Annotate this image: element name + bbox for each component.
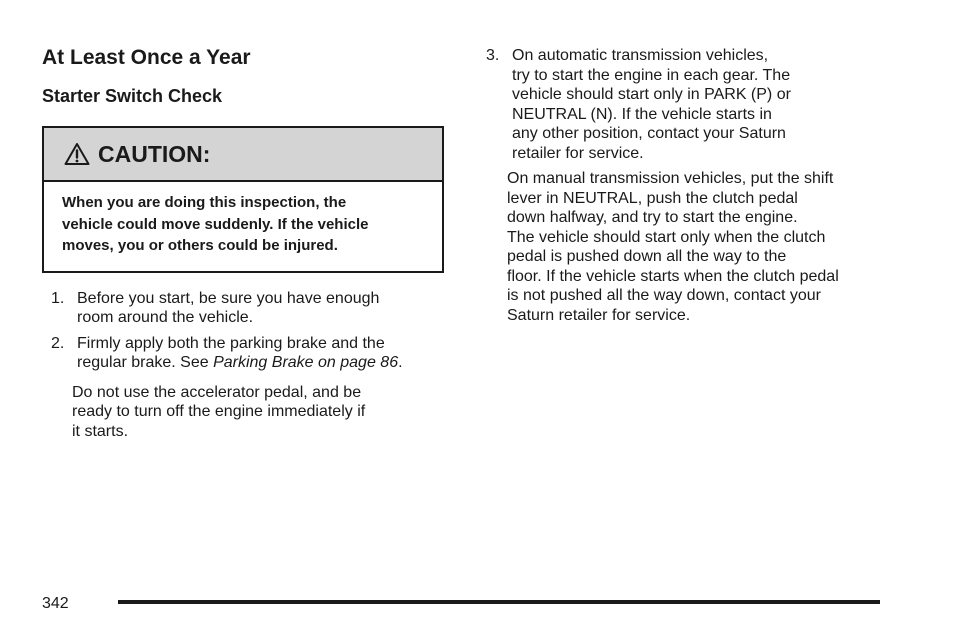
note-line: ready to turn off the engine immediately if <box>72 403 366 420</box>
step-line: retailer for service. <box>512 144 644 162</box>
step-text <box>77 289 444 328</box>
step-3-note <box>486 169 906 325</box>
step-line: Before you start, be sure you have enough <box>77 289 380 307</box>
step-3 <box>486 46 906 163</box>
note-line: pedal is pushed down all the way to the <box>507 248 787 265</box>
step-line: vehicle should start only in PARK (P) or <box>512 86 791 103</box>
caution-text <box>44 182 442 271</box>
step-number: 3. <box>486 47 500 64</box>
procedure-steps-continued <box>486 46 906 325</box>
cross-reference-link[interactable]: Parking Brake on page 86 <box>213 354 399 371</box>
note-line: Saturn retailer for service. <box>507 306 691 324</box>
note-line: floor. If the vehicle starts when the clutch pedal <box>507 267 839 285</box>
step-line: Firmly apply both the parking brake and the <box>77 334 385 352</box>
step-text <box>77 334 444 373</box>
caution-header <box>44 128 442 182</box>
right-column <box>486 46 906 325</box>
note-line: it starts. <box>72 422 129 440</box>
procedure-steps <box>42 289 444 442</box>
note-line: lever in NEUTRAL, push the clutch pedal <box>507 189 798 207</box>
page-number: 342 <box>42 595 69 612</box>
step-line-suffix: . <box>398 354 403 371</box>
step-text <box>512 46 906 163</box>
step-line: On automatic transmission vehicles, <box>512 47 769 64</box>
caution-line: When you are doing this inspection, the <box>62 194 347 211</box>
note-line: The vehicle should start only when the clutch <box>507 228 826 246</box>
footer-rule <box>118 600 880 604</box>
step-line: try to start the engine in each gear. The <box>512 66 791 84</box>
caution-line: vehicle could move suddenly. If the vehicle <box>62 215 369 233</box>
step-line <box>77 353 444 373</box>
note-line: down halfway, and try to start the engine. <box>507 209 798 226</box>
step-line-prefix: regular brake. See <box>77 354 214 371</box>
warning-triangle-icon <box>64 142 90 166</box>
step-2 <box>42 334 444 373</box>
subsection-heading: Starter Switch Check <box>42 86 223 106</box>
step-2-note <box>42 383 444 442</box>
step-line: any other position, contact your Saturn <box>512 125 786 142</box>
caution-title: CAUTION: <box>98 141 211 167</box>
step-line: NEUTRAL (N). If the vehicle starts in <box>512 105 772 123</box>
caution-box <box>42 126 444 273</box>
step-number: 1. <box>51 289 65 307</box>
step-number: 2. <box>51 334 65 352</box>
section-heading: At Least Once a Year <box>42 46 251 69</box>
caution-line: moves, you or others could be injured. <box>62 237 338 254</box>
step-line: room around the vehicle. <box>77 309 254 326</box>
step-1 <box>42 289 444 328</box>
note-line: Do not use the accelerator pedal, and be <box>72 383 362 401</box>
note-line: is not pushed all the way down, contact your <box>507 287 821 304</box>
note-line: On manual transmission vehicles, put the shift <box>507 170 834 187</box>
left-column <box>42 44 444 441</box>
